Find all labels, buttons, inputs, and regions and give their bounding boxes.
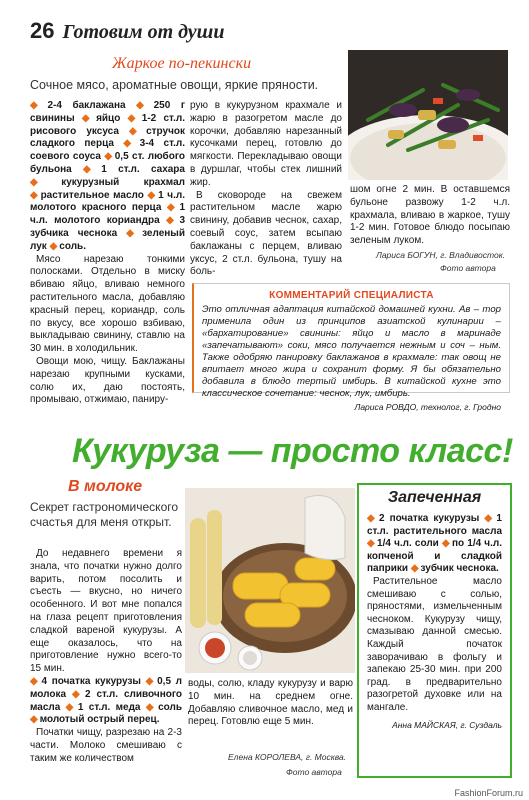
recipe2-column-1	[30, 548, 182, 766]
corn-illustration	[185, 488, 355, 673]
recipe1-photo-credit: Фото автора	[440, 263, 496, 273]
recipe2-column-2	[188, 678, 353, 729]
recipe1-column-1	[30, 100, 185, 407]
recipe3-author: Анна МАЙСКАЯ, г. Суздаль	[392, 719, 502, 730]
recipe3-box	[357, 483, 512, 778]
recipe1-text: Мясо нарезаю тонкими полосками. Отдельно в миску вбиваю яйцо, вливаю немного растительного масла, добавляю красный перец, кориандр, соль по вкусу, все хорошо взбиваю, выкладываю свинину, ставлю на 30 мин. в холодильник.	[30, 253, 185, 355]
recipe2-text: воды, солю, кладу кукурузу и варю 10 мин. на среднем огне. Добавляю сливочное масло, мед и перец. Готовлю еще 5 мин.	[188, 678, 353, 728]
recipe2-photo-credit: Фото автора	[286, 767, 342, 777]
stir-fry-illustration	[348, 50, 508, 180]
recipe2-text: Початки чищу, разрезаю на 2-3 части. Молоко смешиваю с таким же количеством	[30, 727, 182, 764]
recipe1-author: Лариса БОГУН, г. Владивосток.	[376, 250, 506, 260]
section-title: Готовим от души	[62, 21, 225, 43]
comment-author: Лариса РОВДО, технолог, г. Гродно	[354, 402, 501, 412]
recipe1-column-3	[350, 184, 510, 248]
recipe1-text: В сковороде на свежем растительном масле жарю свинину, добавив чеснок, сахар, соевый соус, затем всыпаю баклажаны с перцем, вливаю уксус, 2 ст.л. бульона, тушу на боль-	[190, 189, 342, 278]
page-number: 26	[30, 18, 55, 43]
recipe1-column-2	[190, 100, 342, 279]
recipe3-ingredients: ◆ 2 початка кукурузы ◆ 1 ст.л. растительного масла ◆ 1/4 ч.л. соли ◆ по 1/4 ч.л. копченой и сладкой паприки ◆ зубчик чеснока.	[367, 513, 503, 575]
site-watermark: FashionForum.ru	[454, 788, 523, 798]
article-title: Кукуруза — просто класс!	[72, 432, 513, 470]
recipe1-text: рую в кукурузном крахмале и жарю в разогретом масле до корочки, добавляю нарезанный кусочками перец, готовлю до мягкости. Перекладываю овощи в дуршлаг, чтобы стек лишний жир.	[190, 100, 342, 188]
recipe1-subtitle: Сочное мясо, ароматные овощи, яркие пряности.	[30, 78, 319, 92]
recipe1-ingredients: ◆ 2-4 баклажана ◆ 250 г свинины ◆ яйцо ◆ 1-2 ст.л. рисового уксуса ◆ стручок сладкого перца ◆ 3-4 ст.л. соевого соуса ◆ 0,5 ст. любого бульона ◆ 1 ст.л. сахара ◆ кукурузный крахмал ◆ растительное масло ◆ 1 ч.л. молотого красного перца ◆ 1 ч.л. молотого кориандра ◆ 3 зубчика чеснока ◆ зеленый лук ◆ соль.	[30, 100, 186, 252]
recipe1-text: шом огне 2 мин. В оставшемся бульоне развожу 1-2 ч.л. крахмала, вливаю в жаркое, тушу 1-2 мин. Готовое блюдо посыпаю зеленым луком.	[350, 184, 510, 247]
comment-text: Это отличная адаптация китайской домашней кухни. Ав – тор применила один из принципов азиатской кулинарии – «бархатирование» свинины: яйцо и масло в маринаде «запечатывают» соки, мясо получается нежным и соч – ным. Также одобряю панировку баклажанов в крахмале: так овощ не впитает много жира и сохранит форму. Я бы обязательно добавила в блюдо тертый имбирь. В китайской кухне это классическое сочетание: чеснок, лук, имбирь.	[202, 304, 501, 399]
recipe2-intro: До недавнего времени я знала, что початки нужно долго варить, потом посолить и съесть — вкусно, но ничего особенного. И вот мне попался на глаза рецепт приготовления сладкой вареной кукурузы. А еще оказалось, что на приготовление нужно всего-то 15 мин.	[30, 548, 182, 675]
corn-photo	[185, 488, 355, 673]
recipe2-ingredients: ◆ 4 початка кукурузы ◆ 0,5 л молока ◆ 2 ст.л. сливочного масла ◆ 1 ст.л. меда ◆ соль ◆ молотый острый перец.	[30, 675, 183, 726]
recipe2-title: В молоке	[68, 478, 143, 495]
recipe3-text: Растительное масло смешиваю с солью, пряностями, измельченным чесноком. Кукурузу чищу, смазываю данной смесью. Каждый початок заворачиваю в фольгу и запекаю 25-30 мин. при 200 град. в предварительно разогретой духовке или на мангале.	[367, 575, 502, 713]
stir-fry-photo	[348, 50, 508, 180]
page-header	[30, 18, 224, 46]
recipe3-title: Запеченная	[387, 489, 482, 506]
recipe2-author: Елена КОРОЛЕВА, г. Москва.	[228, 752, 347, 762]
recipe3-body	[367, 513, 502, 731]
recipe1-text: Овощи мою, чищу. Баклажаны нарезаю крупными кусками, солю их, даю постоять, промываю, отжимаю, паниру-	[30, 355, 185, 406]
recipe1-title: Жаркое по-пекински	[112, 55, 252, 72]
specialist-comment	[192, 283, 510, 412]
recipe2-subtitle: Секрет гастрономического счастья для меня открыт.	[30, 500, 179, 529]
comment-title: КОММЕНТАРИЙ СПЕЦИАЛИСТА	[269, 290, 434, 301]
